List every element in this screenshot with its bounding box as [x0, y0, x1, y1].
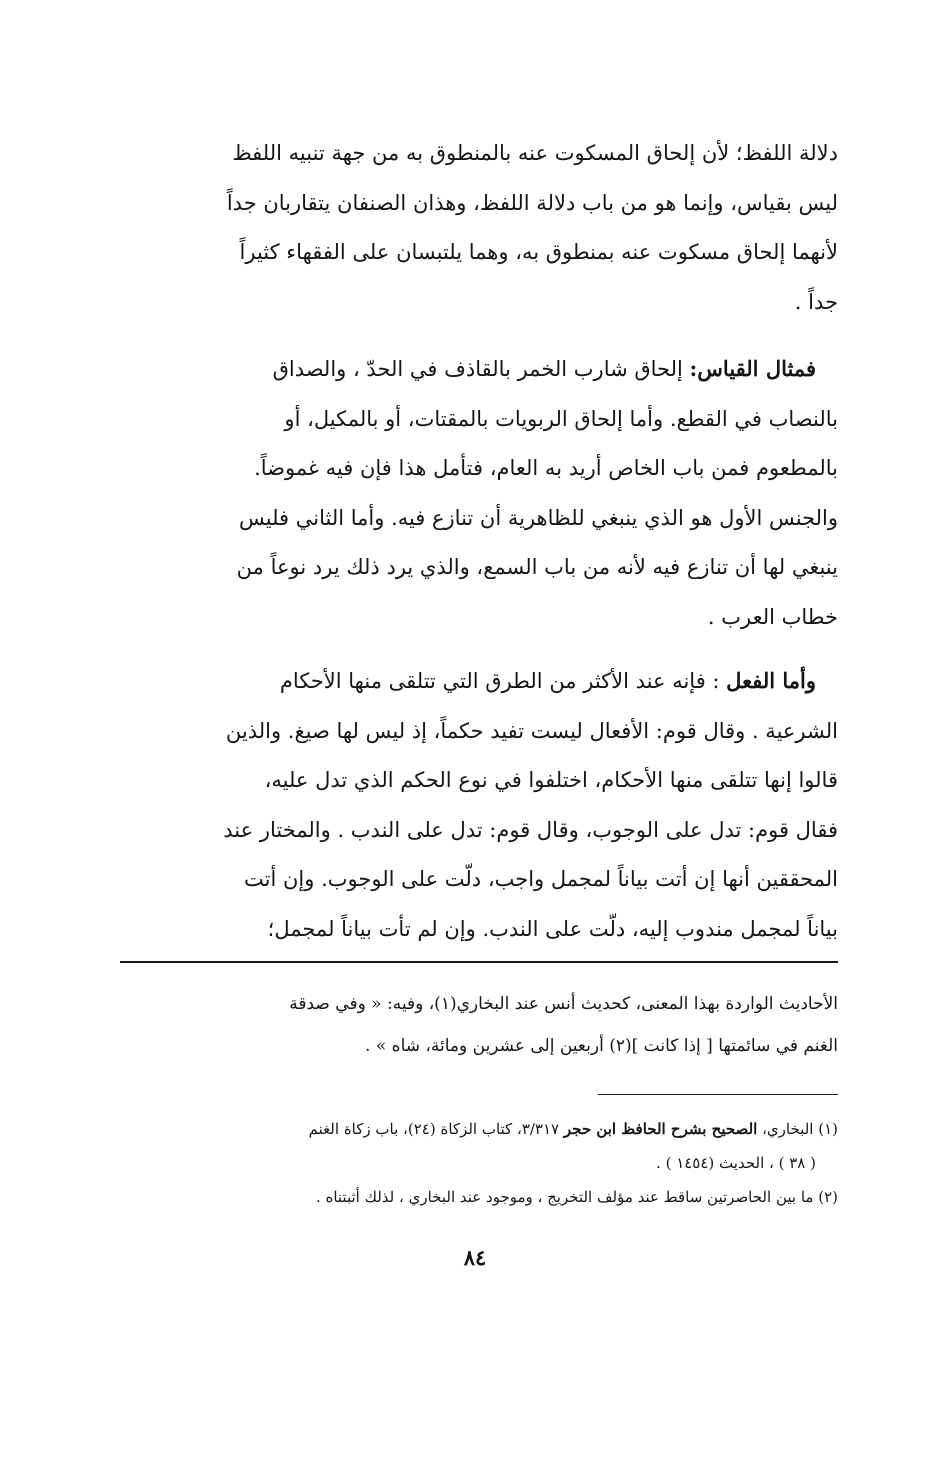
paragraph-line: دلالة اللفظ؛ لأن إلحاق المسكوت عنه بالمنطوق به من جهة تنبيه اللفظ [232, 141, 838, 165]
paragraph-line: بياناً لمجمل مندوب إليه، دلّت على الندب. وإن لم تأت بياناً لمجمل؛ [267, 916, 838, 941]
footnote-1-continuation: ( ٣٨ ) ، الحديث (١٤٥٤ ) . [656, 1154, 816, 1172]
paragraph-line: لأنهما إلحاق مسكوت عنه بمنطوق به، وهما يلتبسان على الفقهاء كثيراً [239, 240, 838, 264]
paragraph-line: بالمطعوم فمن باب الخاص أريد به العام، فتأمل هذا فإن فيه غموضاً. [254, 456, 838, 480]
paragraph-lead: وأما الفعل [726, 668, 816, 693]
notes-separator [598, 1094, 838, 1095]
footnote-quote-line: الأحاديث الواردة بهذا المعنى، كحديث أنس عند البخاري(١)، وفيه: « وفي صدقة [289, 994, 838, 1014]
footnote-quote-line: الغنم في سائمتها [ إذا كانت ](٢) أربعين إلى عشرين ومائة، شاه » . [365, 1036, 838, 1056]
paragraph-3 [120, 656, 838, 954]
paragraph-line: جداً . [794, 289, 838, 314]
paragraph-line: فقال قوم: تدل على الوجوب، وقال قوم: تدل على الندب . والمختار عند [223, 817, 838, 842]
paragraph-line: ينبغي لها أن تنازع فيه لأنه من باب السمع، والذي يرد ذلك يرد نوعاً من [236, 555, 838, 579]
paragraph-2 [120, 344, 838, 642]
paragraph-line [120, 344, 838, 395]
paragraph-lead: فمثال القياس: [689, 356, 816, 381]
paragraph-1 [120, 129, 838, 327]
paragraph-line: خطاب العرب . [707, 604, 838, 629]
paragraph-line-text: إلحاق شارب الخمر بالقاذف في الحدّ ، والصداق [272, 357, 690, 381]
footnote-text: ما بين الحاصرتين ساقط عند مؤلف التخريج ، وموجود عند البخاري ، لذلك أثبتناه . [315, 1188, 814, 1206]
footnote-author: البخاري، [762, 1120, 814, 1138]
footnote-title: الصحيح بشرح الحافظ ابن حجر [563, 1120, 758, 1138]
footnote-marker: (١) [818, 1120, 838, 1138]
footnote-quote [118, 983, 838, 1067]
paragraph-line: قالوا إنها تتلقى منها الأحكام، اختلفوا في نوع الحكم الذي تدل عليه، [264, 768, 838, 792]
paragraph-line [120, 656, 838, 707]
footnote-2 [118, 1180, 838, 1214]
paragraph-line-text: : فإنه عند الأكثر من الطرق التي تتلقى منها الأحكام [279, 669, 727, 693]
paragraph-line: الشرعية . وقال قوم: الأفعال ليست تفيد حكماً، إذ ليس لها صيغ. والذين [225, 718, 838, 743]
footnotes [118, 1112, 838, 1214]
paragraph-line: المحققين أنها إن أتت بياناً لمجمل واجب، دلّت على الوجوب. وإن أتت [244, 867, 838, 891]
footnote-text: ٣/٣١٧، كتاب الزكاة (٢٤)، باب زكاة الغنم [308, 1120, 560, 1138]
footnote-separator [120, 961, 838, 963]
footnote-1 [118, 1112, 838, 1146]
paragraph-line: والجنس الأول هو الذي ينبغي للظاهرية أن تنازع فيه. وأما الثاني فليس [238, 505, 838, 530]
page-number: ٨٤ [463, 1245, 487, 1270]
paragraph-line: بالنصاب في القطع. وأما إلحاق الربويات بالمقتات، أو بالمكيل، أو [284, 406, 838, 431]
footnote-marker: (٢) [818, 1188, 838, 1206]
paragraph-line: ليس بقياس، وإنما هو من باب دلالة اللفظ، وهذان الصنفان يتقاربان جداً [226, 190, 838, 215]
